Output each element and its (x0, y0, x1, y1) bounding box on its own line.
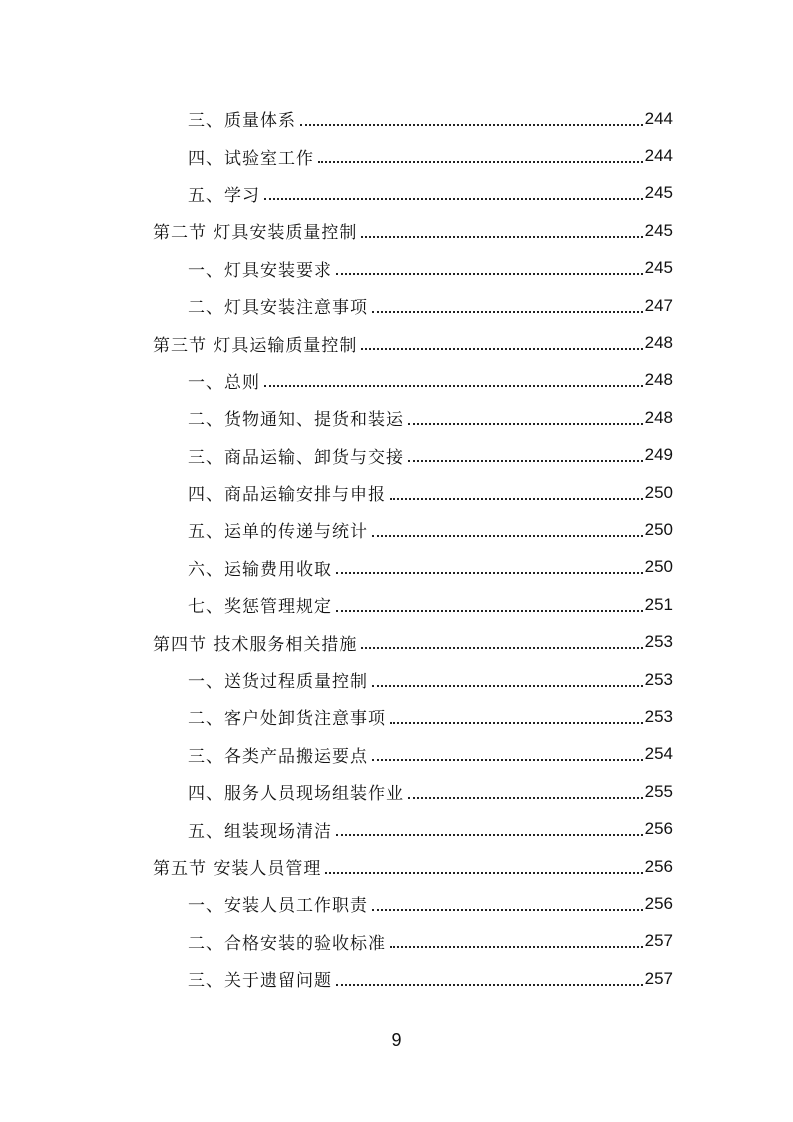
toc-entry[interactable] (0, 175, 793, 212)
toc-entry-title: 四、试验室工作 (188, 148, 314, 169)
toc-entry-title: 五、学习 (188, 185, 260, 206)
toc-entry[interactable] (0, 100, 793, 137)
toc-entry[interactable] (0, 923, 793, 960)
toc-entry-title: 二、客户处卸货注意事项 (188, 709, 386, 730)
toc-entry-title: 一、总则 (188, 372, 260, 393)
toc-entry[interactable] (0, 399, 793, 436)
toc-entry-title: 三、各类产品搬运要点 (188, 746, 368, 767)
toc-entry[interactable] (0, 736, 793, 773)
toc-entry-title: 第三节 灯具运输质量控制 (153, 335, 358, 356)
dot-leader (318, 146, 643, 166)
toc-entry[interactable] (0, 250, 793, 287)
table-of-contents (0, 100, 793, 997)
toc-entry-title: 五、组装现场清洁 (188, 821, 332, 842)
toc-entry-title: 三、关于遗留问题 (188, 971, 332, 992)
toc-entry-page: 248 (644, 370, 673, 390)
dot-leader (336, 595, 643, 615)
toc-entry-page: 256 (644, 856, 673, 876)
toc-entry[interactable] (0, 437, 793, 474)
dot-leader (408, 782, 643, 802)
toc-entry[interactable] (0, 549, 793, 586)
toc-entry[interactable] (0, 474, 793, 511)
dot-leader (336, 557, 643, 577)
dot-leader (372, 744, 643, 764)
toc-entry-page: 247 (644, 295, 673, 315)
dot-leader (408, 408, 643, 428)
toc-entry-title: 一、安装人员工作职责 (188, 896, 368, 917)
toc-entry-page: 250 (644, 519, 673, 539)
toc-entry[interactable] (0, 137, 793, 174)
toc-entry-page: 253 (644, 706, 673, 726)
toc-entry-page: 251 (644, 594, 673, 614)
dot-leader (390, 483, 643, 503)
toc-entry-page: 254 (644, 744, 673, 764)
toc-entry[interactable] (0, 511, 793, 548)
dot-leader (361, 333, 642, 353)
toc-entry-title: 一、送货过程质量控制 (188, 672, 368, 693)
toc-entry-title: 三、质量体系 (188, 111, 296, 132)
dot-leader (336, 969, 643, 989)
toc-section-entry[interactable] (0, 324, 793, 361)
toc-section-entry[interactable] (0, 848, 793, 885)
toc-entry[interactable] (0, 661, 793, 698)
toc-entry-page: 249 (644, 445, 673, 465)
dot-leader (336, 258, 643, 278)
dot-leader (372, 670, 643, 690)
dot-leader (390, 707, 643, 727)
toc-entry-page: 257 (644, 931, 673, 951)
dot-leader (372, 520, 643, 540)
toc-entry[interactable] (0, 810, 793, 847)
toc-entry-title: 三、商品运输、卸货与交接 (188, 447, 404, 468)
dot-leader (361, 632, 642, 652)
dot-leader (390, 931, 643, 951)
dot-leader (336, 819, 643, 839)
toc-entry-title: 七、奖惩管理规定 (188, 597, 332, 618)
toc-entry-page: 248 (644, 407, 673, 427)
toc-entry[interactable] (0, 586, 793, 623)
dot-leader (300, 109, 643, 129)
dot-leader (361, 221, 642, 241)
dot-leader (325, 857, 642, 877)
toc-entry-title: 六、运输费用收取 (188, 559, 332, 580)
toc-entry-page: 245 (644, 220, 673, 240)
toc-entry-page: 253 (644, 632, 673, 652)
toc-entry-title: 四、商品运输安排与申报 (188, 485, 386, 506)
toc-entry-title: 五、运单的传递与统计 (188, 522, 368, 543)
toc-entry-title: 二、合格安装的验收标准 (188, 933, 386, 954)
toc-entry-title: 二、灯具安装注意事项 (188, 298, 368, 319)
toc-entry-page: 250 (644, 482, 673, 502)
toc-entry-page: 256 (644, 893, 673, 913)
toc-entry-page: 255 (644, 781, 673, 801)
toc-entry-title: 第二节 灯具安装质量控制 (153, 223, 358, 244)
toc-entry-title: 四、服务人员现场组装作业 (188, 784, 404, 805)
toc-entry-page: 245 (644, 183, 673, 203)
toc-entry[interactable] (0, 362, 793, 399)
toc-section-entry[interactable] (0, 623, 793, 660)
dot-leader (264, 370, 643, 390)
toc-entry-page: 257 (644, 968, 673, 988)
toc-entry[interactable] (0, 698, 793, 735)
toc-entry-page: 245 (644, 258, 673, 278)
toc-entry-title: 第五节 安装人员管理 (153, 859, 322, 879)
toc-entry-title: 二、货物通知、提货和装运 (188, 410, 404, 431)
toc-section-entry[interactable] (0, 212, 793, 249)
dot-leader (372, 296, 643, 316)
toc-entry-title: 第四节 技术服务相关措施 (153, 634, 358, 655)
toc-entry[interactable] (0, 287, 793, 324)
dot-leader (408, 445, 643, 465)
toc-entry-page: 256 (644, 819, 673, 839)
toc-entry[interactable] (0, 773, 793, 810)
toc-entry-page: 253 (644, 669, 673, 689)
toc-entry[interactable] (0, 885, 793, 922)
dot-leader (264, 183, 643, 203)
page-number: 9 (391, 1030, 402, 1050)
toc-entry-title: 一、灯具安装要求 (188, 260, 332, 281)
toc-entry-page: 244 (644, 146, 673, 166)
toc-entry[interactable] (0, 960, 793, 997)
toc-entry-page: 250 (644, 557, 673, 577)
toc-entry-page: 244 (644, 108, 673, 128)
toc-entry-page: 248 (644, 333, 673, 353)
dot-leader (372, 894, 643, 914)
